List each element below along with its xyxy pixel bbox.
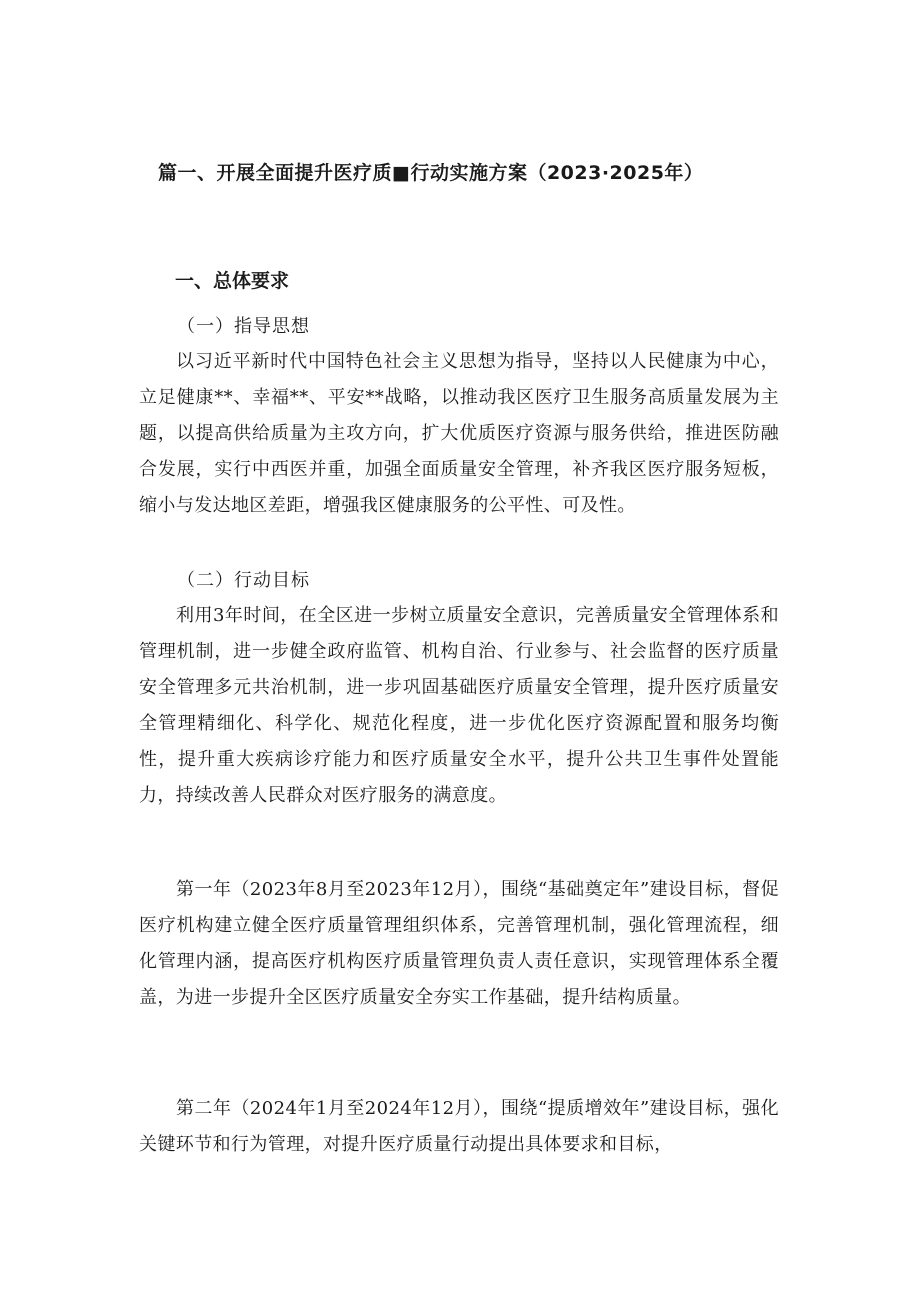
- document-title: 篇一、开展全面提升医疗质■行动实施方案（2023·2025年）: [158, 162, 704, 184]
- subheading-guiding-ideology: （一）指导思想: [177, 316, 310, 337]
- subheading-action-goals: （二）行动目标: [177, 570, 310, 591]
- paragraph-first-year: 第一年（2023年8月至2023年12月），围绕“基础奠定年”建设目标，督促医疗机构建立健全医疗质量管理组织体系，完善管理机制，强化管理流程，细化管理内涵，提高医疗机构医疗质量管理负责人责任意识，实现管理体系全覆盖，为进一步提升全区医疗质量安全夯实工作基础，提升结构质量。: [139, 879, 779, 1008]
- paragraph-second-year: 第二年（2024年1月至2024年12月），围绕“提质增效年”建设目标，强化关键环节和行为管理，对提升医疗质量行动提出具体要求和目标，: [139, 1098, 779, 1155]
- paragraph-action-goals: 利用3年时间，在全区进一步树立质量安全意识，完善质量安全管理体系和管理机制，进一步健全政府监管、机构自治、行业参与、社会监督的医疗质量安全管理多元共治机制，进一步巩固基础医疗质量安全管理，提升医疗质量安全管理精细化、科学化、规范化程度，进一步优化医疗资源配置和服务均衡性，提升重大疾病诊疗能力和医疗质量安全水平，提升公共卫生事件处置能力，持续改善人民群众对医疗服务的满意度。: [139, 605, 779, 806]
- section-heading-general-requirements: 一、总体要求: [175, 270, 290, 292]
- paragraph-guiding-ideology: 以习近平新时代中国特色社会主义思想为指导，坚持以人民健康为中心，立足健康**、幸福**、平安**战略，以推动我区医疗卫生服务高质量发展为主题，以提高供给质量为主攻方向，扩大优质医疗资源与服务供给，推进医防融合发展，实行中西医并重，加强全面质量安全管理，补齐我区医疗服务短板，缩小与发达地区差距，增强我区健康服务的公平性、可及性。: [139, 351, 779, 516]
